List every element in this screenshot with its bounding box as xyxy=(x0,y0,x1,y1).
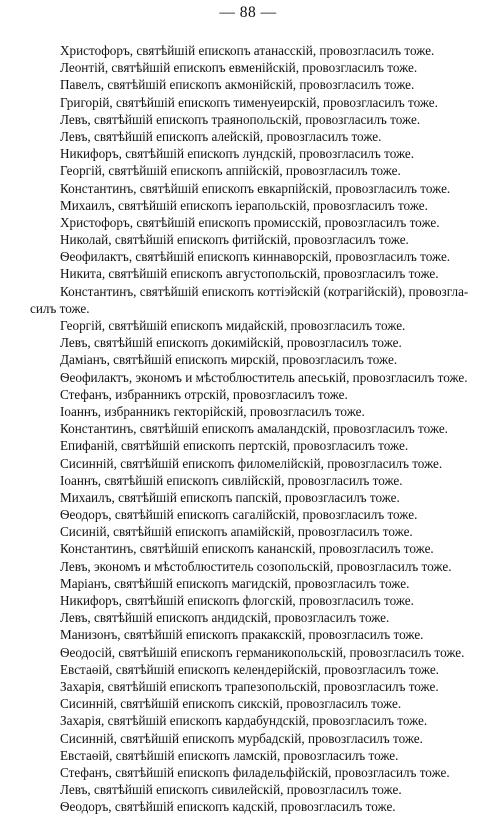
text-line: силъ тоже. xyxy=(30,300,90,316)
text-line: Никифоръ, святѣйшій епископъ флогскій, провозгласилъ тоже. xyxy=(60,593,414,608)
text-line: Левъ, святѣйшій епископъ докимійскій, провозгласилъ тоже. xyxy=(60,335,402,351)
text-line: Манизонъ, святѣйшій епископъ пракакскій, провозгласилъ тоже. xyxy=(60,627,424,643)
page-number: — 88 — xyxy=(219,4,277,21)
text-line: Константинъ, святѣйшій епископъ амаландскій, провозгласилъ тоже. xyxy=(60,421,448,437)
text-line: Николай, святѣйшій епископъ фитійскій, провозгласилъ тоже. xyxy=(60,232,409,248)
text-line: Іоаннъ, избранникъ гекторійскій, провозгласилъ тоже. xyxy=(60,403,365,419)
text-line: Сисинній, святѣйшій епископъ сикскій, провозгласилъ тоже. xyxy=(60,696,402,712)
text-line: Сисинній, святѣйшій епископъ филомелійскій, провозгласилъ тоже. xyxy=(60,455,443,471)
text-line: Христофоръ, святѣйшій епископъ атанасскій, провозгласилъ тоже. xyxy=(60,43,435,58)
text-line: Никифоръ, святѣйшій епископъ лундскій, провозгласилъ тоже. xyxy=(60,146,415,162)
text-line: Даміанъ, святѣйшій епископъ мирскій, провозгласилъ тоже. xyxy=(60,352,398,368)
text-line: Константинъ, святѣйшій епископъ коттіэйскій (котрагійскій), провозгла- xyxy=(60,283,469,299)
text-line: Евстаѳій, святѣйшій епископъ келендерійскій, провозгласилъ тоже. xyxy=(60,661,439,677)
text-line: Захарія, святѣйшій епископъ трапезопольскій, провозгласилъ тоже. xyxy=(60,678,439,694)
text-line: Евстаѳій, святѣйшій епископъ ламскій, провозгласилъ тоже. xyxy=(60,747,399,763)
text-line: Константинъ, святѣйшій епископъ евкарпійскій, провозгласилъ тоже. xyxy=(60,180,451,196)
text-line: Павелъ, святѣйшій епископъ акмонійскій, провозгласилъ тоже. xyxy=(60,77,415,93)
text-line: Григорій, святѣйшій епископъ тименуеирскій, провозгласилъ тоже. xyxy=(60,94,438,110)
text-line: Никита, святѣйшій епископъ августопольскій, провозгласилъ тоже. xyxy=(60,266,439,282)
text-line: Стефанъ, святѣйшій епископъ филадельфійскій, провозгласилъ тоже. xyxy=(60,764,450,780)
text-line: Сисиній, святѣйшій епископъ апамійскій, провозгласилъ тоже. xyxy=(60,524,413,540)
text-body xyxy=(0,42,496,815)
text-line: Ѳеофилактъ, экономъ и мѣстоблюститель апеській, провозгласилъ тоже. xyxy=(60,369,468,385)
text-line: Левъ, святѣйшій епископъ траянопольскій, провозгласилъ тоже. xyxy=(60,111,421,127)
text-line: Ѳеодоръ, святѣйшій епископъ сагалійскій, провозгласилъ тоже. xyxy=(60,507,418,523)
text-line: Леонтій, святѣйшій епископъ евменійскій, провозгласилъ тоже. xyxy=(60,60,418,76)
text-line: Сисинній, святѣйшій епископъ мурбадскій, провозгласилъ тоже. xyxy=(60,730,423,746)
text-line: Іоаннъ, святѣйшій епископъ сивлійскій, провозгласилъ тоже. xyxy=(60,472,403,488)
text-line: Левъ, святѣйшій епископъ андидскій, провозгласилъ тоже. xyxy=(60,610,390,626)
text-line: Георгій, святѣйшій епископъ мидайскій, провозгласилъ тоже. xyxy=(60,318,406,333)
text-line: Левъ, экономъ и мѣстоблюститель созопольскій, провозгласилъ тоже. xyxy=(60,558,452,574)
text-line: Стефанъ, избранникъ отрскій, провозгласилъ тоже. xyxy=(60,386,348,402)
text-line: Михаилъ, святѣйшій епископъ папскій, провозгласилъ тоже. xyxy=(60,489,400,505)
text-line: Христофоръ, святѣйшій епископъ промисскій, провозгласилъ тоже. xyxy=(60,214,440,230)
text-line: Георгій, святѣйшій епископъ аппійскій, провозгласилъ тоже. xyxy=(60,163,401,179)
text-line: Маріанъ, святѣйшій епископъ магидскій, провозгласилъ тоже. xyxy=(60,575,410,591)
text-line: Михаилъ, святѣйшій епископъ іерапольскій, провозгласилъ тоже. xyxy=(60,197,428,213)
text-line: Захарія, святѣйшій епископъ кардабундскій, провозгласилъ тоже. xyxy=(60,713,428,729)
text-line: Левъ, святѣйшій епископъ алейскій, провозгласилъ тоже. xyxy=(60,128,382,144)
text-line: Епифаній, святѣйшій епископъ пертскій, провозгласилъ тоже. xyxy=(60,438,409,454)
text-line: Левъ, святѣйшій епископъ сивилейскій, провозгласилъ тоже. xyxy=(60,782,402,798)
text-line: Константинъ, святѣйшій епископъ кананскій, провозгласилъ тоже. xyxy=(60,541,434,557)
text-line: Ѳеодосій, святѣйшій епископъ германикопольскій, провозгласилъ тоже. xyxy=(60,644,465,660)
text-line: Ѳеодоръ, святѣйшій епископъ кадскій, провозгласилъ тоже. xyxy=(60,799,396,815)
text-line: Ѳеофилактъ, святѣйшій епископъ киннаворскій, провозгласилъ тоже. xyxy=(60,249,451,265)
